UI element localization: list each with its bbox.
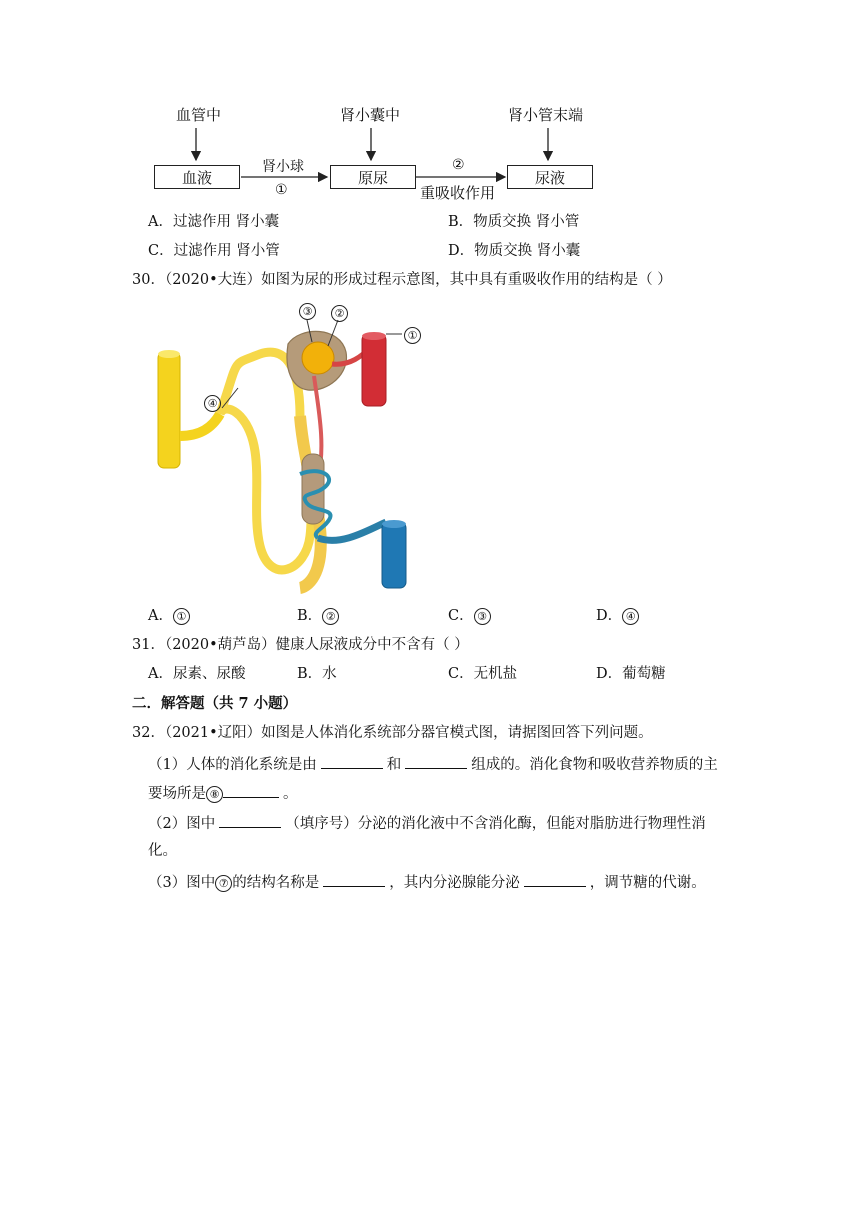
q30-option-b-mark: ② [322,608,339,625]
arrow2-top-label: ② [452,157,465,173]
q31-stem: 31．（2020•葫芦岛）健康人尿液成分中不含有（ ） [132,637,469,653]
q32-part1-line1: （1）人体的消化系统是由 和 组成的。消化食物和吸收营养物质的主 [148,753,718,775]
answer-blank[interactable] [223,782,279,798]
nephron-figure [150,296,430,596]
q30-option-c-mark: ③ [474,608,491,625]
answer-blank[interactable] [219,812,281,828]
q32-part2-line2: 化。 [148,843,177,859]
figure-label-4: ④ [204,395,221,412]
mark-8: ⑧ [206,786,223,803]
figure-label-2: ② [331,305,348,322]
arrow1-top-label: 肾小球 [262,159,304,175]
flow-box-primary-urine: 原尿 [330,165,416,189]
flow-top-label-3: 肾小管末端 [508,106,584,124]
q29-option-c: C．过滤作用 肾小管 [148,243,280,259]
q29-option-d: D．物质交换 肾小囊 [448,243,581,259]
q30-option-c: C． ③ [448,606,491,626]
q32-part3: （3）图中 ⑦ 的结构名称是 ，其内分泌腺能分泌 ，调节糖的代谢。 [148,871,706,893]
answer-blank[interactable] [321,753,383,769]
flow-box-blood: 血液 [154,165,240,189]
q30-option-a: A． ① [148,606,190,626]
answer-blank[interactable] [405,753,467,769]
q29-option-b: B．物质交换 肾小管 [448,214,580,230]
q29-option-a: A．过滤作用 肾小囊 [148,214,280,230]
q32-part2-line1: （2）图中 （填序号）分泌的消化液中不含消化酶，但能对脂肪进行物理性消 [148,812,706,834]
q31-option-d: D．葡萄糖 [596,666,666,682]
q32-stem: 32．（2021•辽阳）如图是人体消化系统部分器官模式图，请据图回答下列问题。 [132,725,653,741]
flow-top-label-1: 血管中 [176,106,222,124]
figure-label-1: ① [404,327,421,344]
q30-stem: 30．（2020•大连）如图为尿的形成过程示意图，其中具有重吸收作用的结构是（ ） [132,272,672,288]
q31-option-b: B．水 [297,666,337,682]
figure-label-3: ③ [299,303,316,320]
mark-7: ⑦ [215,875,232,892]
q30-option-b: B． ② [297,606,339,626]
section-title: 二．解答题（共 7 小题） [132,695,298,712]
arrow2-bottom-label: 重吸收作用 [420,184,496,202]
answer-blank[interactable] [323,871,385,887]
arrow1-bottom-label: ① [275,182,288,198]
answer-blank[interactable] [524,871,586,887]
flow-box-urine: 尿液 [507,165,593,189]
q30-option-d-mark: ④ [622,608,639,625]
q31-option-a: A．尿素、尿酸 [148,666,246,682]
flow-top-label-2: 肾小囊中 [340,106,401,124]
q31-option-c: C．无机盐 [448,666,518,682]
q32-part1-line2: 要场所是 ⑧ 。 [148,782,298,804]
q30-option-a-mark: ① [173,608,190,625]
q30-option-d: D． ④ [596,606,639,626]
